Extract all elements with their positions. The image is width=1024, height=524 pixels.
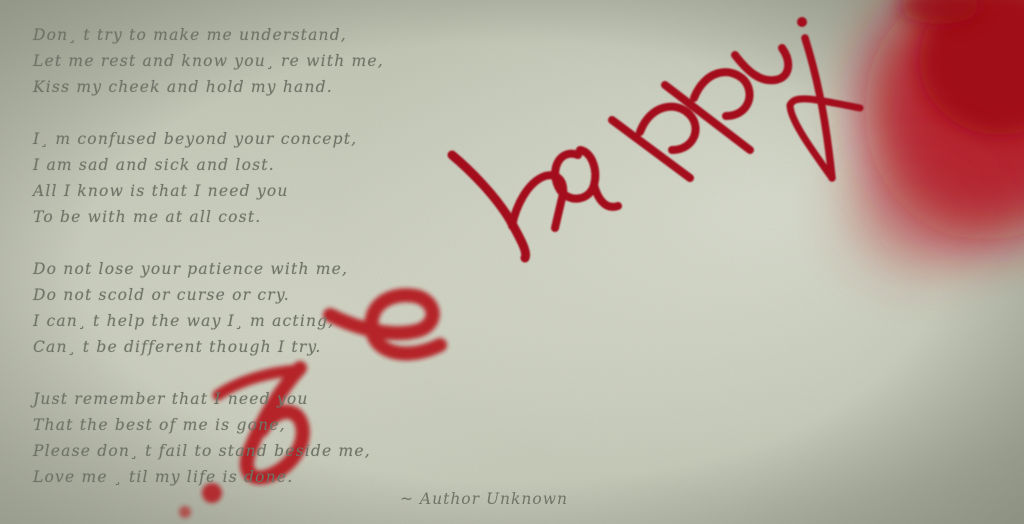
- poem-stanza-2: [33, 126, 453, 230]
- poem-line: All I know is that I need you: [33, 182, 289, 200]
- poem-line: Love me ¸ til my life is done.: [33, 468, 294, 486]
- poem-line: Just remember that I need you: [33, 390, 309, 408]
- ink-blot: [850, 0, 1024, 270]
- poem-line: I am sad and sick and lost.: [33, 156, 275, 174]
- poem-line: Don¸ t try to make me understand,: [33, 26, 347, 44]
- poem-stanza-1: [33, 22, 453, 100]
- author-attribution: ~ Author Unknown: [400, 490, 568, 508]
- handwriting-happy: [452, 17, 860, 258]
- poem-line: I can¸ t help the way I¸ m acting,: [33, 312, 335, 330]
- poem-line: Kiss my cheek and hold my hand.: [33, 78, 333, 96]
- poem-text: [33, 22, 453, 516]
- poem-line: Can¸ t be different though I try.: [33, 338, 322, 356]
- poem-stanza-3: [33, 256, 453, 360]
- poem-line: Please don¸ t fail to stand beside me,: [33, 442, 371, 460]
- poem-line: To be with me at all cost.: [33, 208, 262, 226]
- poem-line: Let me rest and know you¸ re with me,: [33, 52, 384, 70]
- poem-line: That the best of me is gone,: [33, 416, 286, 434]
- poem-stanza-4: [33, 386, 453, 490]
- poem-line: Do not scold or curse or cry.: [33, 286, 290, 304]
- poem-line: Do not lose your patience with me,: [33, 260, 349, 278]
- poem-line: I¸ m confused beyond your concept,: [33, 130, 358, 148]
